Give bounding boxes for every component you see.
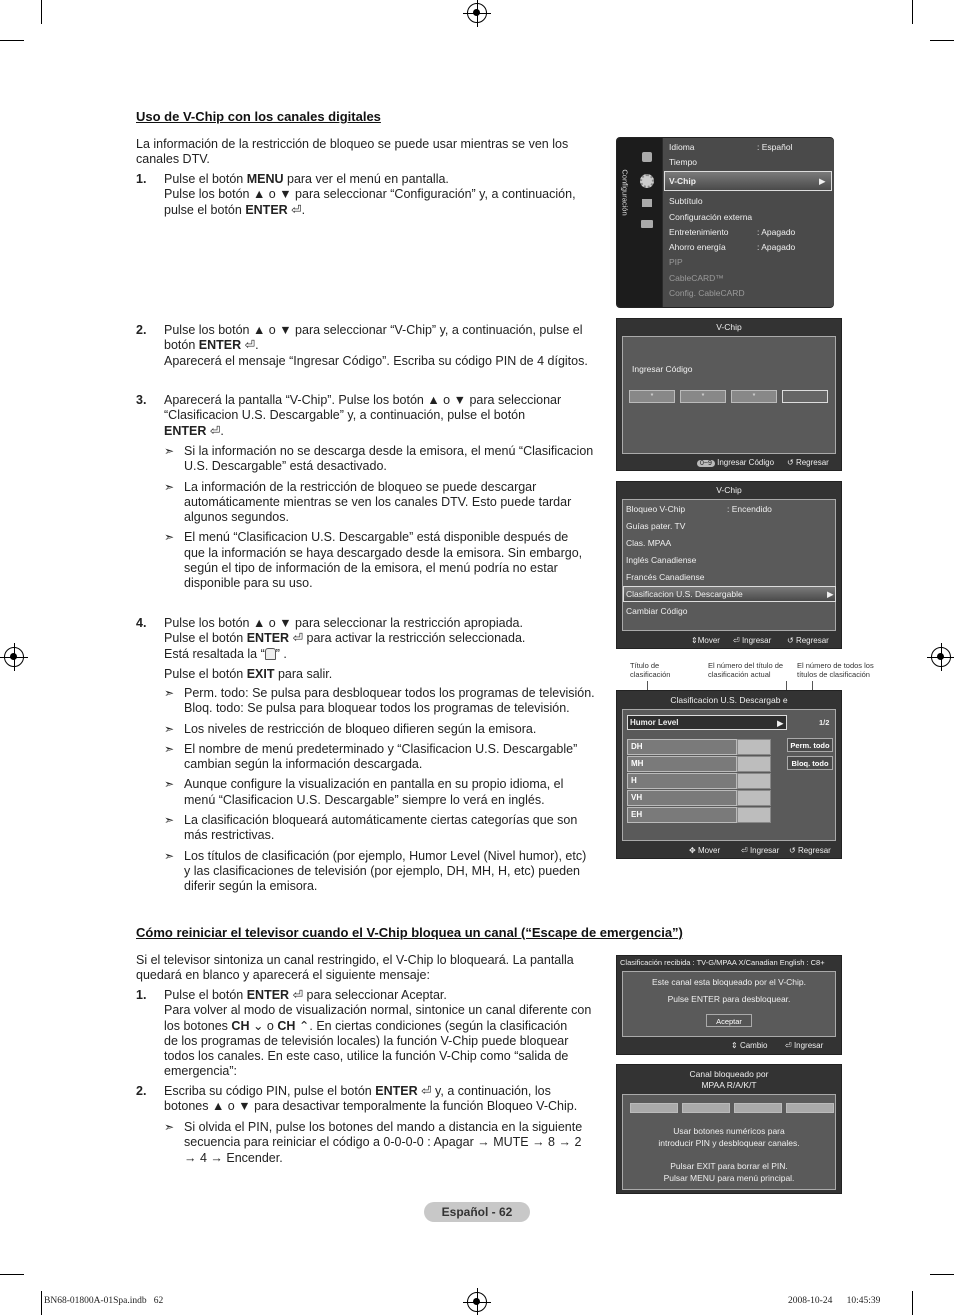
number-keys-icon: 0~9	[697, 460, 715, 467]
menu-item-value: : Español	[757, 142, 793, 152]
print-date: 2008-10-24 10:45:39	[788, 1296, 881, 1306]
note-arrow-icon: ➣	[164, 813, 175, 828]
step-3-text	[164, 393, 609, 439]
text-line: La clasificación bloqueará automáticamente ciertas categorías que son	[184, 813, 578, 828]
text-line: El menú “Clasificacion U.S. Descargable” está disponible después de	[184, 530, 569, 545]
note	[164, 444, 609, 475]
page-indicator: 1/2	[819, 718, 830, 727]
emergency-step-1-text	[164, 988, 609, 1080]
text-line: Pulse los botón ▲ o ▼ para seleccionar “V-Chip” y, a continuación, pulse el	[164, 323, 583, 337]
chevron-down-icon: ⌄	[252, 1018, 264, 1033]
accept-button[interactable]: Aceptar	[706, 1014, 752, 1027]
pin-digit-box[interactable]: *	[680, 390, 726, 403]
menu-item-label[interactable]: Idioma	[669, 142, 695, 152]
received-rating: Clasificación recibida : TV-G/MPAA X/Canadian English : C8+	[620, 958, 825, 967]
menu-item-label[interactable]: Subtítulo	[669, 196, 703, 206]
step-number: 2.	[136, 323, 147, 337]
move-icon: ✥	[689, 846, 696, 855]
crop-mark	[41, 1291, 42, 1315]
section-heading: Uso de V-Chip con los canales digitales	[136, 109, 381, 124]
code-message: Pulsar EXIT para borrar el PIN.	[670, 1161, 788, 1171]
text-line: El número de todos los	[797, 661, 874, 670]
registration-mark-icon	[4, 647, 24, 667]
text-line: Pulse el botón MENU para ver el menú en pantalla.	[164, 172, 449, 186]
chevron-up-icon: ⌃	[298, 1018, 310, 1033]
text-line: Aunque configure la visualización en pantalla en su propio idioma, el	[184, 777, 564, 792]
step-number: 4.	[136, 616, 147, 630]
footer-enter: ⏎ Ingresar	[741, 846, 780, 855]
text-line: quedará en blanco y aparecerá el siguiente mensaje:	[136, 968, 430, 983]
menu-item-label[interactable]: Francés Canadiense	[626, 572, 705, 582]
pin-digit-box[interactable]: *	[629, 390, 675, 403]
enter-icon: ⏎	[291, 202, 302, 217]
text-line: los botones CH ⌄ o CH ⌃. En ciertas condiciones (según la clasificación	[164, 1018, 568, 1033]
block-all-button[interactable]: Bloq. todo	[787, 756, 833, 770]
note	[164, 480, 609, 526]
note	[164, 813, 609, 844]
enter-icon: ⏎	[733, 636, 740, 645]
menu-item-label: PIP	[669, 257, 683, 267]
unlock-code-screen	[616, 1064, 842, 1194]
text-line: → 4 → Encender.	[184, 1150, 283, 1165]
pin-digit-box[interactable]	[782, 390, 828, 403]
text-line: Perm. todo: Se pulsa para desbloquear todos los programas de televisión.	[184, 686, 595, 700]
return-icon: ↺	[787, 458, 794, 467]
step-number: 3.	[136, 393, 147, 407]
rating-lock-box[interactable]	[737, 773, 771, 789]
block-message: Este canal esta bloqueado por el V-Chip.	[651, 977, 807, 987]
crop-mark	[930, 1274, 954, 1275]
note-arrow-icon: ➣	[164, 530, 175, 545]
note-arrow-icon: ➣	[164, 479, 175, 494]
updown-icon: ⇕	[691, 636, 698, 645]
text-line: clasificación actual	[708, 670, 771, 679]
code-message: introducir PIN y desbloquear canales.	[658, 1138, 800, 1148]
menu-item-label[interactable]: Clas. MPAA	[626, 538, 672, 548]
footer-enter: ⏎ Ingresar	[733, 636, 772, 645]
text-line: secuencia para reiniciar el código a 0-0-0-0 : Apagar → MUTE → 8 → 2	[184, 1135, 582, 1150]
menu-item-label[interactable]: Guías pater. TV	[626, 521, 686, 531]
step-4-text	[164, 616, 609, 682]
config-side-label: Configuración	[620, 169, 630, 216]
note	[164, 849, 609, 895]
step-number: 2.	[136, 1084, 147, 1098]
footer-return: ↺ Regresar	[787, 636, 829, 645]
pin-digit-box[interactable]	[786, 1103, 834, 1113]
humor-level-label: Humor Level	[630, 718, 679, 727]
text-line: Escriba su código PIN, pulse el botón ENTER ⏎ y, a continuación, los	[164, 1084, 551, 1098]
menu-item-label[interactable]: Configuración externa	[669, 212, 753, 222]
picture-icon	[642, 152, 652, 162]
config-menu-screen	[616, 137, 834, 308]
note-arrow-icon: ➣	[164, 444, 175, 458]
pin-digit-box[interactable]: *	[731, 390, 777, 403]
menu-item-value: : Apagado	[757, 227, 796, 237]
input-icon	[641, 220, 653, 228]
return-icon: ↺	[789, 846, 796, 855]
text-line: Pulse los botón ▲ o ▼ para seleccionar la restricción apropiada.	[164, 616, 523, 630]
text-line: Pulse el botón ENTER ⏎ para seleccionar Aceptar.	[164, 988, 447, 1002]
step-number: 1.	[136, 988, 147, 1002]
menu-item-label[interactable]: Cambiar Código	[626, 606, 688, 616]
rating-row[interactable]: H	[627, 773, 737, 789]
screen-title: V-Chip	[716, 322, 742, 332]
text-line: Los títulos de clasificación (por ejemplo, Humor Level (Nivel humor), etc)	[184, 848, 587, 863]
text-line: según el tipo de información de la emisora, el menú podría no estar	[184, 561, 558, 576]
emergency-step-2-text	[164, 1084, 609, 1115]
menu-item-value: : Apagado	[757, 242, 796, 252]
text-line: El número del título de	[708, 661, 784, 670]
footer-change: ⇕ Cambio	[731, 1041, 768, 1050]
blocked-channel-screen	[616, 955, 842, 1055]
block-message: Pulse ENTER para desbloquear.	[667, 994, 791, 1004]
menu-item-label: CableCARD™	[669, 273, 724, 283]
step-1-text	[164, 172, 576, 218]
chevron-right-icon: ▶	[777, 718, 784, 728]
text-line: cambian según la información descargada.	[184, 757, 423, 772]
code-message: Usar botones numéricos para	[673, 1126, 785, 1136]
menu-item-label: Config. CableCARD	[669, 288, 745, 298]
note-arrow-icon: ➣	[164, 777, 175, 792]
text-line: algunos segundos.	[184, 510, 289, 525]
code-message: Pulsar MENU para menú principal.	[663, 1173, 795, 1183]
text-line: La información de la restricción de bloqueo se puede descargar	[184, 479, 537, 494]
enter-icon: ⏎	[244, 338, 256, 353]
return-icon: ↺	[787, 636, 794, 645]
text-line: pulse el botón ENTER ⏎.	[164, 202, 306, 217]
channel-icon	[642, 199, 652, 207]
rating-lock-box[interactable]	[737, 756, 771, 772]
chevron-right-icon: ▶	[827, 589, 834, 599]
step-number: 1.	[136, 172, 147, 186]
text-line: clasificación	[630, 670, 671, 679]
text-line: Para volver al modo de visualización normal, sintonice un canal diferente con	[164, 1003, 592, 1018]
text-line: títulos de clasificación	[797, 670, 870, 679]
text-line: Título de	[630, 661, 660, 670]
text-line: ENTER ⏎.	[164, 423, 224, 438]
rating-lock-box[interactable]	[737, 807, 771, 823]
rating-lock-box[interactable]	[737, 790, 771, 806]
menu-item-label[interactable]: Ahorro energía	[669, 242, 726, 252]
text-line: “Clasificacion U.S. Descargable” y, a continuación, pulse el botón	[164, 408, 526, 423]
callout-label	[630, 661, 670, 679]
text-line: de los programas de televisión locales) la función V-Chip puede bloquear	[164, 1033, 569, 1048]
rating-lock-box[interactable]	[737, 739, 771, 755]
screen-title: V-Chip	[716, 485, 742, 495]
text-line: Si el televisor sintoniza un canal restringido, el V-Chip lo bloqueará. La pantalla	[136, 953, 574, 967]
note	[164, 742, 609, 773]
text-line: Los niveles de restricción de bloqueo difieren según la emisora.	[184, 721, 537, 736]
text-line: La información de la restricción de bloqueo se puede usar mientras se ven los	[136, 137, 569, 151]
section-heading: Cómo reiniciar el televisor cuando el V-Chip bloquea un canal (“Escape de emergencia”)	[136, 925, 683, 940]
pin-digit-box[interactable]	[734, 1103, 782, 1113]
menu-item-label[interactable]: Clasificacion U.S. Descargable	[626, 589, 743, 599]
lock-icon	[265, 648, 276, 660]
crop-mark	[912, 1291, 913, 1315]
footer-hint: 0~9 Ingresar Código	[697, 458, 774, 467]
text-line: Bloq. todo: Se pulsa para bloquear todos los programas de televisión.	[184, 701, 570, 716]
pin-digit-box[interactable]	[630, 1103, 678, 1113]
text-line: Pulse el botón EXIT para salir.	[164, 666, 333, 681]
text-line: botones ▲ o ▼ para desactivar temporalmente la función Bloqueo V-Chip.	[164, 1099, 578, 1114]
screen-title: Canal bloqueado por	[689, 1069, 769, 1079]
note-arrow-icon: ➣	[164, 686, 175, 700]
vchip-menu-screen	[616, 481, 842, 649]
note	[164, 777, 609, 808]
crop-mark	[41, 0, 42, 24]
text-line: que la información se haya descargado desde la emisora. Sin embargo,	[184, 545, 583, 560]
menu-item-label[interactable]: Bloqueo V-Chip	[626, 504, 686, 514]
download-rating-screen	[616, 690, 842, 859]
rating-row[interactable]: DH	[627, 739, 737, 755]
callout-label	[708, 661, 783, 679]
text-line: botón ENTER ⏎.	[164, 338, 259, 353]
text-line: y las clasificaciones de televisión (por ejemplo, DH, MH, H, etc) pueden	[184, 863, 581, 878]
registration-mark-icon	[467, 1292, 487, 1312]
note	[164, 1120, 609, 1166]
channel-updown-icon: ⇕	[731, 1041, 738, 1050]
menu-item-label[interactable]: Inglés Canadiense	[626, 555, 697, 565]
text-line: Si olvida el PIN, pulse los botones del mando a distancia en la siguiente	[184, 1120, 583, 1134]
registration-mark-icon	[467, 3, 487, 23]
enter-icon: ⏎	[292, 631, 304, 646]
text-line: Está resaltada la “ ” .	[164, 646, 287, 661]
registration-mark-icon	[931, 647, 951, 667]
allow-all-button[interactable]: Perm. todo	[787, 738, 833, 752]
note-arrow-icon: ➣	[164, 741, 175, 756]
intro-text	[136, 137, 568, 168]
crop-mark	[0, 40, 24, 41]
rating-row[interactable]: EH	[627, 807, 737, 823]
crop-mark	[912, 0, 913, 24]
footer-move: ✥ Mover	[689, 846, 721, 855]
pin-digit-box[interactable]	[682, 1103, 730, 1113]
text-line: Aparecerá la pantalla “V-Chip”. Pulse los botón ▲ o ▼ para seleccionar	[164, 393, 562, 407]
text-line: disponible para su uso.	[184, 576, 313, 591]
text-line: U.S. Descargable” está desactivado.	[184, 459, 387, 474]
step-2-text	[164, 323, 588, 369]
note	[164, 530, 609, 591]
menu-item-value: : Encendido	[727, 504, 772, 514]
menu-item-label[interactable]: V-Chip	[669, 176, 696, 186]
text-line: canales DTV.	[136, 152, 210, 167]
step-4-notes	[164, 686, 609, 895]
note-arrow-icon: ➣	[164, 848, 175, 863]
crop-mark	[0, 1274, 24, 1275]
note-arrow-icon: ➣	[164, 1120, 175, 1134]
text-line: todos los canales. En este caso, utilice la función V-Chip como “salida de	[164, 1049, 569, 1064]
text-line: Si la información no se descarga desde la emisora, el menú “Clasificacion	[184, 444, 594, 458]
file-name: BN68-01800A-01Spa.indb 62	[44, 1296, 164, 1306]
callout-label	[797, 661, 874, 679]
footer-return: ↺ Regresar	[789, 846, 831, 855]
text-line: El nombre de menú predeterminado y “Clasificacion U.S. Descargable”	[184, 741, 578, 756]
gear-icon	[640, 174, 654, 188]
enter-icon: ⏎	[292, 988, 304, 1002]
screen-title: MPAA R/A/K/T	[701, 1080, 757, 1090]
note	[164, 686, 609, 717]
rating-row[interactable]: MH	[627, 756, 737, 772]
intro-text	[136, 953, 574, 984]
enter-icon: ⏎	[785, 1041, 792, 1050]
pin-screen	[616, 318, 842, 471]
footer-move: ⇕Mover	[691, 636, 720, 645]
step-3-notes	[164, 444, 609, 592]
pin-prompt: Ingresar Código	[632, 364, 693, 374]
menu-item-label[interactable]: Entretenimiento	[669, 227, 729, 237]
text-line: diferir según la emisora.	[184, 879, 318, 894]
crop-mark	[930, 40, 954, 41]
text-line: automáticamente mientras se ven los canales DTV. Esto puede tardar	[184, 494, 572, 509]
text-line: Pulse el botón ENTER ⏎ para activar la restricción seleccionada.	[164, 631, 526, 646]
menu-item-label[interactable]: Tiempo	[669, 157, 698, 167]
chevron-right-icon: ▶	[819, 176, 826, 186]
enter-icon: ⏎	[421, 1084, 432, 1098]
screen-title: Clasificacion U.S. Descargab e	[670, 695, 788, 705]
note	[164, 722, 609, 737]
rating-row[interactable]: VH	[627, 790, 737, 806]
text-line: emergencia”:	[164, 1064, 237, 1079]
footer-enter: ⏎ Ingresar	[785, 1041, 824, 1050]
note-arrow-icon: ➣	[164, 721, 175, 736]
enter-icon: ⏎	[209, 423, 221, 438]
text-line: menú “Clasificacion U.S. Descargable” siempre lo verá en inglés.	[184, 792, 545, 807]
footer-return: ↺ Regresar	[787, 458, 829, 467]
text-line: Pulse los botón ▲ o ▼ para seleccionar “Configuración” y, a continuación,	[164, 187, 576, 202]
enter-icon: ⏎	[741, 846, 748, 855]
page-number-badge: Español - 62	[424, 1202, 530, 1222]
text-line: Aparecerá el mensaje “Ingresar Código”. Escriba su código PIN de 4 dígitos.	[164, 353, 588, 368]
text-line: más restrictivas.	[184, 828, 275, 843]
